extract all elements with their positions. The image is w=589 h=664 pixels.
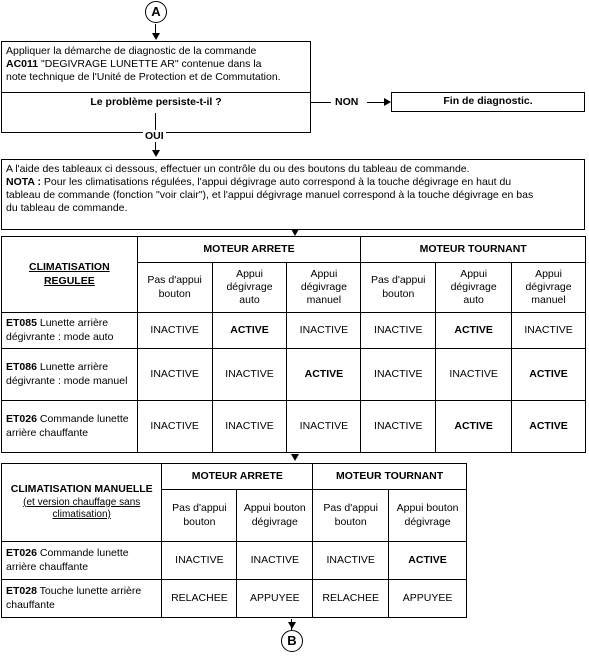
status-cell: RELACHEE bbox=[162, 580, 237, 618]
status-cell: APPUYEE bbox=[389, 580, 467, 618]
table1-subheader: Appui dégivrage manuel bbox=[287, 263, 361, 313]
connector-b bbox=[281, 630, 303, 652]
table-row bbox=[2, 580, 467, 618]
table-climatisation-regulee bbox=[1, 236, 586, 453]
status-cell: INACTIVE bbox=[137, 349, 212, 401]
table2-corner bbox=[2, 464, 162, 542]
status-cell: INACTIVE bbox=[212, 401, 287, 453]
status-cell: INACTIVE bbox=[162, 542, 237, 580]
status-cell: ACTIVE bbox=[287, 349, 361, 401]
status-cell: ACTIVE bbox=[512, 349, 586, 401]
divider bbox=[2, 92, 310, 93]
row-desc: Touche lunette arrière chauffante bbox=[6, 585, 142, 611]
no-label: NON bbox=[335, 96, 359, 108]
step1-code: AC011 bbox=[6, 58, 39, 70]
status-cell: ACTIVE bbox=[436, 401, 512, 453]
row-desc: Lunette arrière dégivrante : mode auto bbox=[6, 317, 114, 343]
status-cell: INACTIVE bbox=[287, 401, 361, 453]
table2-group2: MOTEUR TOURNANT bbox=[313, 464, 467, 490]
flow-arrow bbox=[291, 229, 299, 236]
table-row bbox=[2, 313, 586, 349]
row-label bbox=[2, 542, 162, 580]
flow-arrow bbox=[288, 622, 296, 629]
status-cell: INACTIVE bbox=[313, 542, 389, 580]
step1-line2 bbox=[6, 58, 306, 71]
flow-arrow bbox=[384, 98, 391, 106]
table1-subheader: Appui dégivrage manuel bbox=[512, 263, 586, 313]
table1-group2: MOTEUR TOURNANT bbox=[361, 237, 586, 263]
flow-arrow bbox=[291, 454, 299, 461]
status-cell: INACTIVE bbox=[361, 349, 436, 401]
table1-subheader: Pas d'appui bouton bbox=[361, 263, 436, 313]
status-cell: INACTIVE bbox=[361, 401, 436, 453]
step1-box bbox=[1, 41, 311, 133]
table-row bbox=[2, 349, 586, 401]
table2-subheader: Pas d'appui bouton bbox=[313, 490, 389, 542]
status-cell: ACTIVE bbox=[212, 313, 287, 349]
table1-subheader: Pas d'appui bouton bbox=[137, 263, 212, 313]
question-text: Le problème persiste-t-il ? bbox=[90, 96, 222, 108]
table2-subheader: Appui bouton dégivrage bbox=[389, 490, 467, 542]
connector-a-label: A bbox=[151, 4, 161, 19]
status-cell: INACTIVE bbox=[512, 313, 586, 349]
flow-arrow bbox=[152, 150, 160, 157]
table-row bbox=[2, 542, 467, 580]
nota-line2: tableau de commande (fonction "voir clair"), et l'appui dégivrage manuel correspond à la touche dégivrage en bas bbox=[6, 189, 534, 201]
row-desc: Commande lunette arrière chauffante bbox=[6, 413, 129, 439]
status-cell: INACTIVE bbox=[137, 401, 212, 453]
flow-line bbox=[311, 102, 331, 103]
row-label bbox=[2, 349, 138, 401]
step2-box bbox=[1, 159, 585, 230]
row-code: ET026 bbox=[6, 413, 37, 426]
table-climatisation-manuelle bbox=[1, 463, 467, 618]
nota-label: NOTA : bbox=[6, 176, 41, 188]
row-desc: Commande lunette arrière chauffante bbox=[6, 547, 129, 573]
nota-line3: du tableau de commande. bbox=[6, 202, 128, 214]
connector-b-label: B bbox=[287, 633, 297, 648]
connector-a bbox=[145, 1, 167, 23]
row-code: ET085 bbox=[6, 317, 37, 330]
table2-corner-sub: (et version chauffage sans climatisation) bbox=[23, 496, 141, 521]
row-label bbox=[2, 313, 138, 349]
flow-arrow bbox=[152, 33, 160, 40]
status-cell: INACTIVE bbox=[212, 349, 287, 401]
end-box: Fin de diagnostic. bbox=[391, 92, 585, 112]
step1-line1: Appliquer la démarche de diagnostic de la commande bbox=[6, 45, 257, 57]
nota-text1: Pour les climatisations régulées, l'appui dégivrage auto correspond à la touche dégivrage en haut du bbox=[41, 176, 512, 188]
row-label bbox=[2, 580, 162, 618]
step1-line3: note technique de l'Unité de Protection et de Commutation. bbox=[6, 71, 281, 83]
table1-corner bbox=[2, 237, 138, 313]
status-cell: INACTIVE bbox=[287, 313, 361, 349]
row-code: ET026 bbox=[6, 547, 37, 560]
status-cell: RELACHEE bbox=[313, 580, 389, 618]
step2-line1: A l'aide des tableaux ci dessous, effectuer un contrôle du ou des boutons du tableau de commande. bbox=[6, 163, 470, 175]
row-code: ET028 bbox=[6, 585, 37, 598]
status-cell: ACTIVE bbox=[512, 401, 586, 453]
status-cell: INACTIVE bbox=[237, 542, 313, 580]
table2-corner-title: CLIMATISATION MANUELLE bbox=[10, 483, 153, 496]
status-cell: INACTIVE bbox=[137, 313, 212, 349]
flow-line bbox=[367, 102, 385, 103]
table1-corner-title: CLIMATISATION REGULEE bbox=[29, 261, 110, 287]
yes-label: OUI bbox=[145, 130, 164, 142]
table2-group1: MOTEUR ARRETE bbox=[162, 464, 313, 490]
table1-subheader: Appui dégivrage auto bbox=[436, 263, 512, 313]
status-cell: ACTIVE bbox=[389, 542, 467, 580]
table1-group1: MOTEUR ARRETE bbox=[137, 237, 361, 263]
table-row bbox=[2, 401, 586, 453]
table1-subheader: Appui dégivrage auto bbox=[212, 263, 287, 313]
status-cell: ACTIVE bbox=[436, 313, 512, 349]
step1-line2-rest: "DEGIVRAGE LUNETTE AR" contenue dans la bbox=[38, 58, 262, 70]
row-desc: Lunette arrière dégivrante : mode manuel bbox=[6, 361, 128, 387]
status-cell: INACTIVE bbox=[361, 313, 436, 349]
nota-line1 bbox=[6, 176, 580, 189]
row-code: ET086 bbox=[6, 361, 37, 374]
status-cell: INACTIVE bbox=[436, 349, 512, 401]
table2-subheader: Appui bouton dégivrage bbox=[237, 490, 313, 542]
table2-subheader: Pas d'appui bouton bbox=[162, 490, 237, 542]
status-cell: APPUYEE bbox=[237, 580, 313, 618]
row-label bbox=[2, 401, 138, 453]
